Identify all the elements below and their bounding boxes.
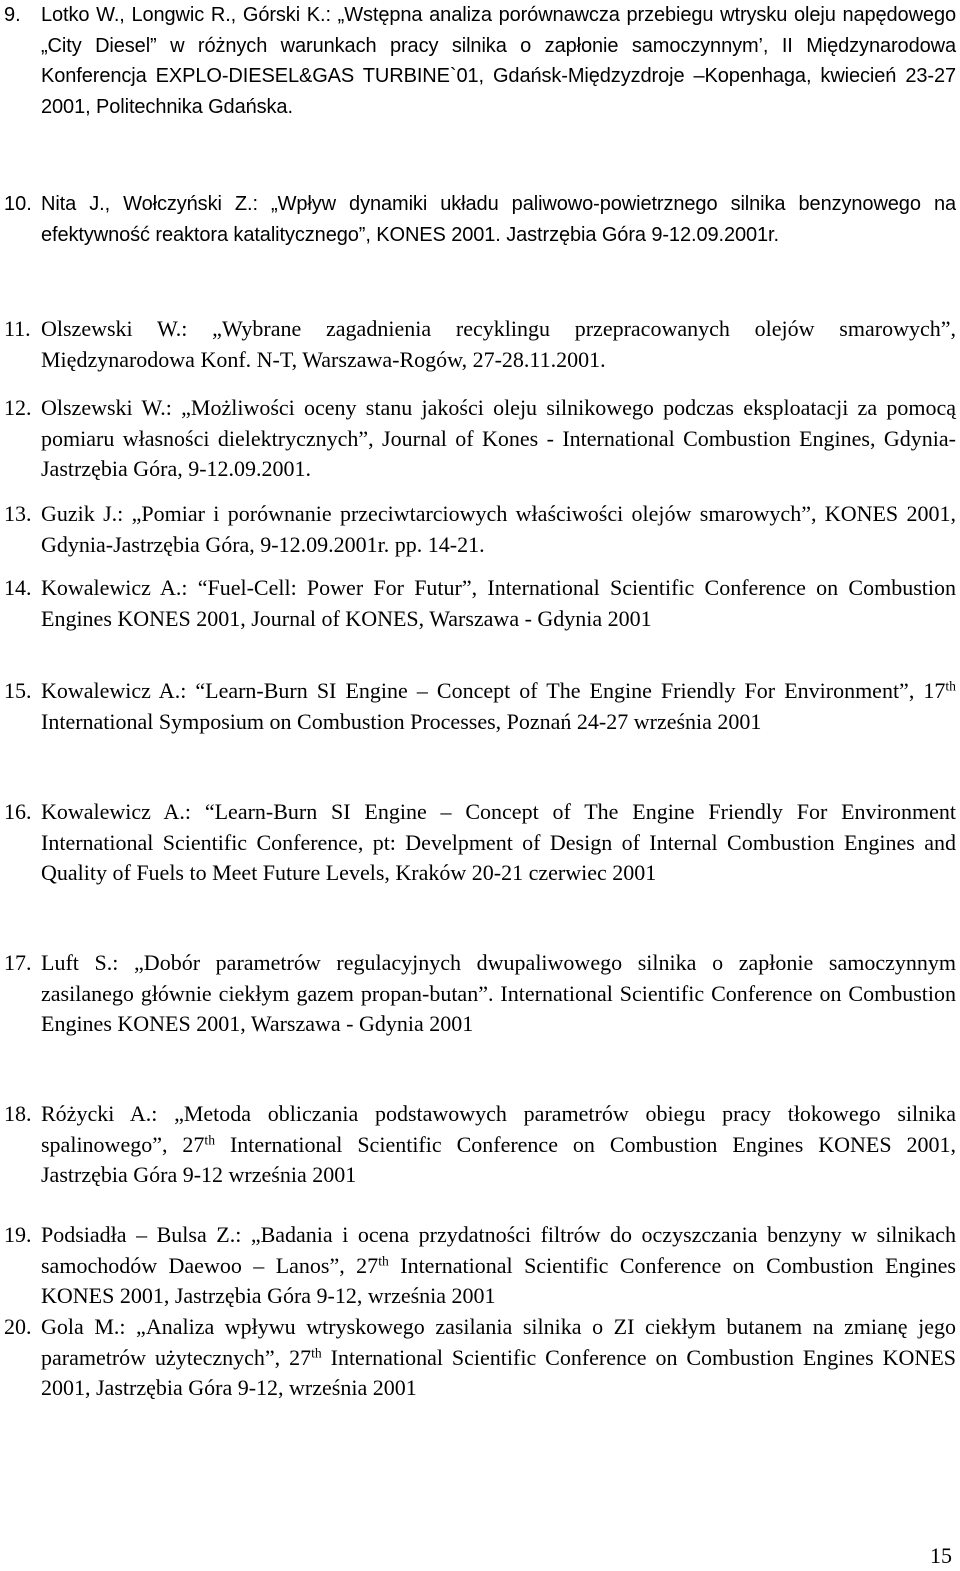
reference-number: 17. bbox=[4, 950, 32, 975]
reference-item-19 bbox=[0, 1220, 956, 1312]
reference-text: Kowalewicz A.: “Learn-Burn SI Engine – Concept of The Engine Friendly For Environment International Scientific Conference, pt: Develpment of Design of Internal Combustion Engines and Quality of Fuels to Meet Future Levels, Kraków 20-21 czerwiec 2001 bbox=[41, 799, 956, 885]
ordinal-suffix: th bbox=[204, 1132, 216, 1147]
reference-item-10 bbox=[0, 189, 956, 250]
reference-item-18 bbox=[0, 1099, 956, 1191]
reference-text: Lotko W., Longwic R., Górski K.: „Wstępna analiza porównawcza przebiegu wtrysku oleju napędowego „City Diesel” w różnych warunkach pracy silnika o zapłonie samoczynnym’, II Międzynarodowa Konferencja EXPLO-DIESEL&GAS TURBINE`01, Gdańsk-Międzyzdroje –Kopenhaga, kwiecień 23-27 2001, Politechnika Gdańska. bbox=[41, 4, 956, 118]
reference-item-11 bbox=[0, 314, 956, 375]
reference-text-part: International Scientific Conference on Combustion Engines KONES 2001, Jastrzębia Góra 9-12, września 2001 bbox=[41, 1252, 956, 1308]
reference-number: 10. bbox=[4, 193, 32, 215]
reference-item-14 bbox=[0, 573, 956, 634]
reference-item-15 bbox=[0, 676, 956, 737]
reference-text-part: Różycki A.: „Metoda obliczania podstawowych parametrów obiegu pracy tłokowego silnika spalinowego”, 27 bbox=[41, 1101, 956, 1157]
reference-text: Guzik J.: „Pomiar i porównanie przeciwtarciowych właściwości olejów smarowych”, KONES 2001, Gdynia-Jastrzębia Góra, 9-12.09.2001r. pp. 14-21. bbox=[41, 501, 956, 557]
reference-item-9 bbox=[0, 0, 956, 122]
page-number: 15 bbox=[930, 1543, 952, 1568]
ordinal-suffix: th bbox=[311, 1345, 322, 1360]
reference-item-12 bbox=[0, 393, 956, 485]
reference-number: 9. bbox=[4, 4, 21, 26]
reference-text: Olszewski W.: „Możliwości oceny stanu jakości oleju silnikowego podczas eksploatacji za pomocą pomiaru własności dielektrycznych”, Journal of Kones - International Combustion Engines, Gdynia-Jastrzębia Góra, 9-12.09.2001. bbox=[41, 395, 956, 481]
reference-number: 15. bbox=[4, 678, 32, 703]
reference-number: 18. bbox=[4, 1101, 32, 1126]
reference-number: 14. bbox=[4, 575, 32, 600]
reference-number: 19. bbox=[4, 1222, 32, 1247]
reference-item-17 bbox=[0, 948, 956, 1040]
reference-number: 12. bbox=[4, 395, 32, 420]
reference-item-16 bbox=[0, 797, 956, 889]
reference-text-part: International Symposium on Combustion Processes, Poznań 24-27 września 2001 bbox=[41, 708, 762, 734]
reference-text: Olszewski W.: „Wybrane zagadnienia recyklingu przepracowanych olejów smarowych”, Międzynarodowa Konf. N-T, Warszawa-Rogów, 27-28.11.2001. bbox=[41, 316, 956, 372]
ordinal-suffix: th bbox=[945, 678, 956, 694]
reference-number: 13. bbox=[4, 501, 32, 526]
reference-text-part: Gola M.: „Analiza wpływu wtryskowego zasilania silnika o ZI ciekłym butanem na zmianę jego parametrów użytecznych”, 27 bbox=[41, 1314, 956, 1370]
reference-number: 16. bbox=[4, 799, 32, 824]
reference-text-part: Kowalewicz A.: “Learn-Burn SI Engine – Concept of The Engine Friendly For Environment”, 17 bbox=[41, 678, 946, 703]
reference-text bbox=[41, 1312, 956, 1404]
reference-item-13 bbox=[0, 499, 956, 560]
reference-number: 11. bbox=[4, 316, 31, 341]
reference-text: Luft S.: „Dobór parametrów regulacyjnych dwupaliwowego silnika o zapłonie samoczynnym zasilanego głównie ciekłym gazem propan-butan”. International Scientific Conference on Combustion Engines KONES 2001, Warszawa - Gdynia 2001 bbox=[41, 950, 956, 1036]
reference-text: Kowalewicz A.: “Fuel-Cell: Power For Futur”, International Scientific Conference on Combustion Engines KONES 2001, Journal of KONES, Warszawa - Gdynia 2001 bbox=[41, 575, 956, 631]
reference-number: 20. bbox=[4, 1314, 32, 1339]
ordinal-suffix: th bbox=[378, 1253, 389, 1268]
reference-text-part: Podsiadła – Bulsa Z.: „Badania i ocena przydatności filtrów do oczyszczania benzyny w silnikach samochodów Daewoo – Lanos”, 27 bbox=[41, 1222, 956, 1278]
reference-text bbox=[41, 1099, 956, 1191]
reference-text bbox=[41, 1220, 956, 1312]
reference-text-part: International Scientific Conference on Combustion Engines KONES 2001, Jastrzębia Góra 9-12, września 2001 bbox=[41, 1344, 956, 1400]
reference-text bbox=[41, 676, 956, 737]
reference-text: Nita J., Wołczyński Z.: „Wpływ dynamiki układu paliwowo-powietrznego silnika benzynowego na efektywność reaktora katalitycznego”, KONES 2001. Jastrzębia Góra 9-12.09.2001r. bbox=[41, 193, 956, 246]
reference-text-part: International Scientific Conference on Combustion Engines KONES 2001, Jastrzębia Góra 9-12 września 2001 bbox=[41, 1131, 956, 1187]
reference-item-20 bbox=[0, 1312, 956, 1404]
